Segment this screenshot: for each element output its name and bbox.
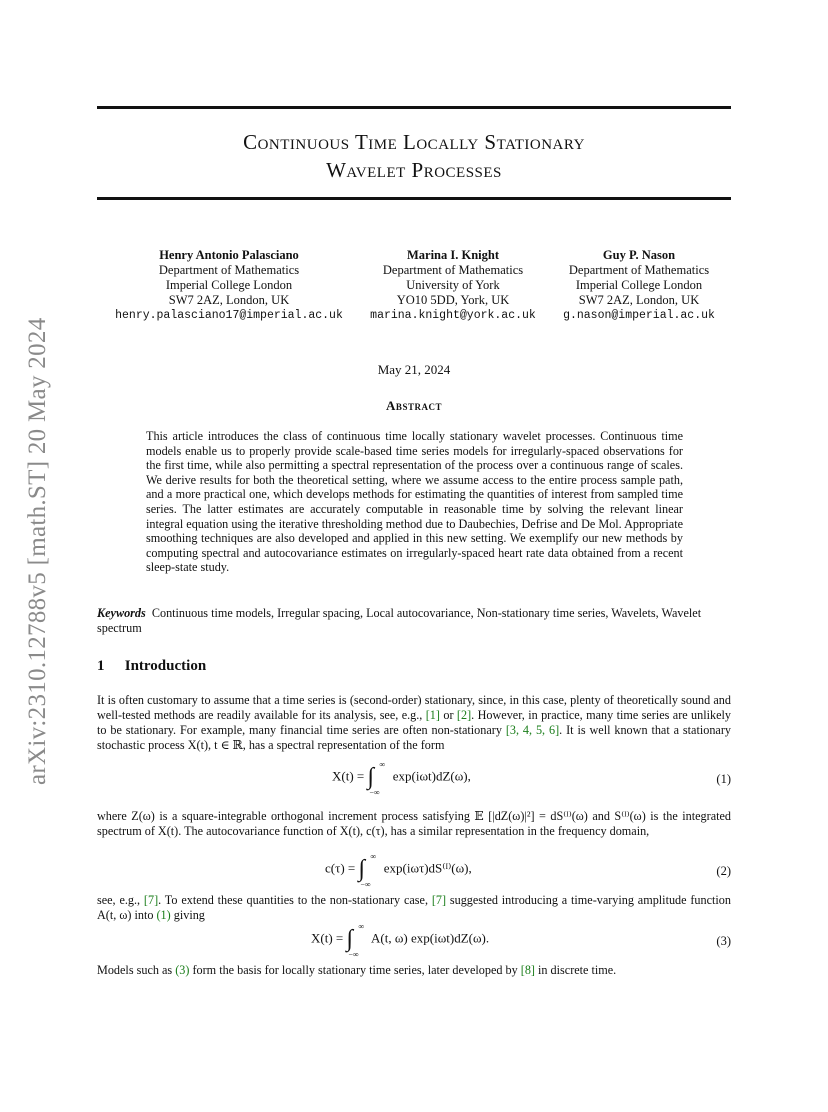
- author-email[interactable]: g.nason@imperial.ac.uk: [563, 309, 715, 322]
- author-block-1: [100, 248, 358, 323]
- text-run: suggested introducing a time-varying amplitude function A(t, ω) into: [97, 893, 731, 922]
- equation-lhs: X(t) =: [311, 930, 344, 946]
- citation-link[interactable]: [2]: [456, 708, 472, 722]
- text-run: giving: [170, 908, 205, 922]
- abstract-heading: Abstract: [386, 398, 442, 413]
- abstract-text: This article introduces the class of continuous time locally stationary wavelet processes. Continuous time models enable us to properly provide scale-based time series models for irregularly-spaced observations for the first time, while also permitting a spectral representation of the process over a continuous range of scales. We derive results for both the theoretical setting, where we assume access to the entire process sample path, and a more practical one, which develops methods for estimating the quantities of interest from sampled time series. The latter estimates are accurately computable in reasonable time by solving the relevant linear integral equation using the iterative thresholding method due to Daubechies, Defrise and De Mol. Appropriate smoothing techniques are also developed and applied in this new setting. We exemplify our new methods by computing spectral and autocovariance estimates on irregularly-spaced heart rate data obtained from a recent sleep-state study.: [146, 429, 683, 575]
- author-name: Henry Antonio Palasciano: [159, 248, 299, 262]
- author-address: SW7 2AZ, London, UK: [578, 293, 700, 307]
- paper-title: [97, 128, 731, 184]
- equation-lhs: X(t) =: [332, 768, 365, 784]
- author-dept: Department of Mathematics: [568, 263, 710, 277]
- citation-link[interactable]: [7]: [143, 893, 159, 907]
- equation-1: [97, 760, 731, 804]
- text-run: . It is well known that a stationary stochastic process X(t), t ∈ ℝ, has a spectral representation of the form: [97, 723, 731, 752]
- keywords-text: Continuous time models, Irregular spacing, Local autocovariance, Non-stationary time series, Wavelets, Wavelet spectrum: [97, 606, 702, 635]
- citation-link[interactable]: [1]: [425, 708, 440, 722]
- publication-date: May 21, 2024: [377, 362, 451, 377]
- citation-link[interactable]: [7]: [431, 893, 447, 907]
- title-line-1: Continuous Time Locally Stationary: [243, 130, 585, 154]
- integral-sign: ∫ ∞ −∞: [367, 760, 386, 797]
- equation-number: (2): [716, 864, 731, 878]
- intro-paragraph-3: [97, 893, 731, 923]
- section-number: 1: [97, 658, 105, 674]
- author-name: Marina I. Knight: [406, 248, 500, 262]
- title-bottom-rule: [97, 197, 731, 200]
- intro-paragraph-2: where Z(ω) is a square-integrable orthogonal increment process satisfying 𝔼 [|dZ(ω)|²] = dS⁽ᴵ⁾(ω) and S⁽ᴵ⁾(ω) is the integrated spectrum of X(t). The autocovariance function of X(t), c(τ), has a similar representation in the frequency domain,: [97, 809, 731, 838]
- author-name: Guy P. Nason: [602, 248, 676, 262]
- equation-ref-link[interactable]: (1): [156, 908, 171, 922]
- author-dept: Department of Mathematics: [382, 263, 524, 277]
- integral-sign: ∫ ∞ −∞: [358, 852, 377, 889]
- citation-link[interactable]: [3, 4, 5, 6]: [505, 723, 560, 737]
- equation-ref-link[interactable]: (3): [175, 963, 190, 977]
- keywords-label: Keywords: [97, 606, 146, 620]
- integral-lower: −∞: [348, 950, 359, 959]
- author-block-2: [358, 248, 548, 323]
- equation-integrand: exp(iωt)dZ(ω),: [392, 768, 471, 784]
- integral-sign: ∫ ∞ −∞: [346, 922, 365, 959]
- citation-link[interactable]: [8]: [520, 963, 535, 977]
- intro-paragraph-1: [97, 693, 731, 753]
- author-institution: Imperial College London: [575, 278, 703, 292]
- author-email[interactable]: henry.palasciano17@imperial.ac.uk: [115, 309, 343, 322]
- equation-2: [97, 852, 731, 896]
- author-institution: University of York: [406, 278, 500, 292]
- text-run: in discrete time.: [534, 963, 617, 977]
- author-institution: Imperial College London: [165, 278, 293, 292]
- author-block-3: [550, 248, 728, 323]
- section-title: Introduction: [124, 658, 207, 674]
- arxiv-margin-id: arXiv:2310.12788v5 [math.ST] 20 May 2024: [24, 317, 51, 785]
- intro-paragraph-4: [97, 963, 731, 978]
- integral-lower: −∞: [360, 880, 371, 889]
- author-email[interactable]: marina.knight@york.ac.uk: [370, 309, 536, 322]
- equation-integrand: A(t, ω) exp(iωt)dZ(ω).: [371, 930, 490, 946]
- text-run: . However, in practice, many time series are unlikely to be stationary. For example, many financial time series are often non-stationary: [97, 708, 731, 737]
- text-run: see, e.g.,: [97, 893, 144, 907]
- title-top-rule: [97, 106, 731, 109]
- integral-lower: −∞: [369, 788, 380, 797]
- equation-3: [97, 922, 731, 966]
- section-heading: [97, 658, 206, 675]
- author-dept: Department of Mathematics: [158, 263, 300, 277]
- integral-upper: ∞: [358, 922, 365, 931]
- keywords: [97, 606, 731, 636]
- text-run: Models such as: [97, 963, 176, 977]
- text-run: or: [439, 708, 457, 722]
- title-line-2: Wavelet Processes: [326, 158, 502, 182]
- equation-integrand: exp(iωτ)dS⁽ᴵ⁾(ω),: [383, 860, 472, 876]
- text-run: . To extend these quantities to the non-stationary case,: [158, 893, 432, 907]
- integral-upper: ∞: [370, 852, 377, 861]
- equation-lhs: c(τ) =: [325, 860, 356, 876]
- integral-upper: ∞: [379, 760, 386, 769]
- author-address: YO10 5DD, York, UK: [396, 293, 510, 307]
- text-run: form the basis for locally stationary time series, later developed by: [189, 963, 521, 977]
- text-run: It is often customary to assume that a time series is (second-order) stationary, since, in this case, plenty of theoretically sound and well-tested methods are readily available for its analysis, see, e.g.,: [97, 693, 731, 722]
- author-address: SW7 2AZ, London, UK: [168, 293, 290, 307]
- equation-number: (3): [716, 934, 731, 948]
- equation-number: (1): [716, 772, 731, 786]
